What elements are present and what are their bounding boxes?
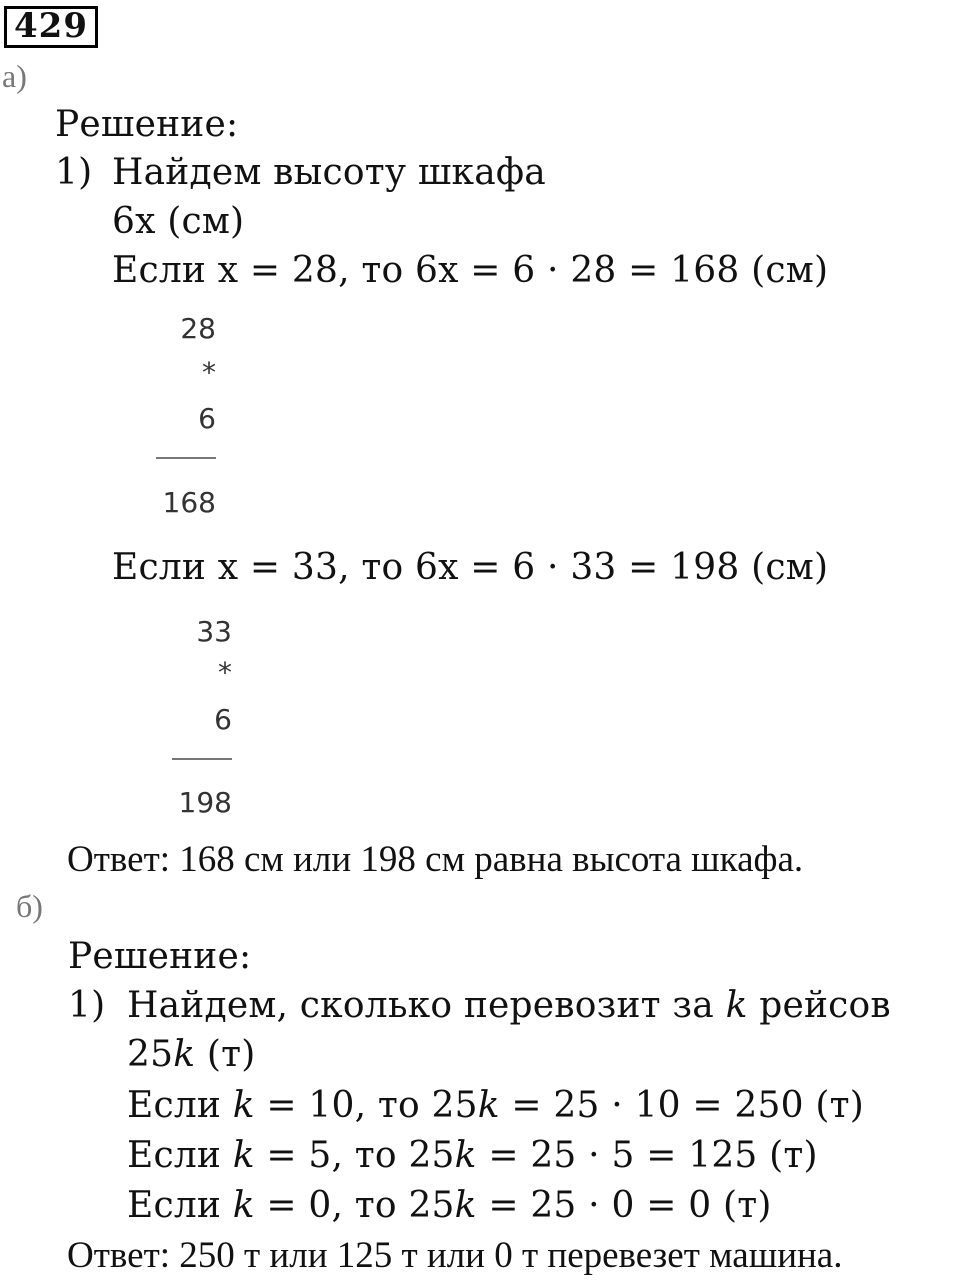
column-1-bottom: 6 [198, 402, 216, 435]
case-mid: = 10, то 25 [254, 1085, 478, 1126]
case-pre: Если [127, 1135, 233, 1176]
case-pre: Если [127, 1185, 233, 1226]
case-post: = 25 · 10 = 250 (т) [499, 1085, 864, 1126]
case-var: k [232, 1185, 255, 1226]
column-2-divider [172, 758, 232, 760]
part-a-step-title: Найдем высоту шкафа [112, 152, 546, 193]
part-a-case-2: Если x = 33, то 6x = 6 · 33 = 198 (см) [112, 547, 829, 588]
case-var2: k [454, 1185, 477, 1226]
case-post: = 25 · 5 = 125 (т) [476, 1135, 818, 1176]
case-var: k [232, 1135, 255, 1176]
case-mid: = 0, то 25 [254, 1185, 455, 1226]
task-number: 429 [14, 6, 88, 46]
part-b-label: б) [16, 888, 43, 924]
column-1-operator: * [202, 356, 216, 389]
case-var: k [232, 1085, 255, 1126]
column-2-top: 33 [196, 615, 232, 648]
part-b-case-1 [127, 1085, 864, 1126]
column-2-bottom: 6 [214, 703, 232, 736]
part-b-step-number: 1) [68, 985, 106, 1026]
case-post: = 25 · 0 = 0 (т) [476, 1185, 772, 1226]
part-b-expression [127, 1034, 255, 1075]
part-a-solution-heading: Решение: [55, 104, 239, 145]
part-b-answer: Ответ: 250 т или 125 т или 0 т перевезет машина. [67, 1235, 843, 1276]
expr-unit: (т) [195, 1034, 256, 1075]
step-title-pre: Найдем, сколько перевозит за [127, 985, 726, 1026]
part-a-case-1: Если x = 28, то 6x = 6 · 28 = 168 (см) [112, 250, 829, 291]
column-1-result: 168 [162, 486, 216, 519]
part-a-label: а) [2, 58, 27, 94]
column-2-operator: * [218, 656, 232, 689]
case-pre: Если [127, 1085, 233, 1126]
part-b-case-2 [127, 1135, 818, 1176]
column-1-top: 28 [180, 312, 216, 345]
column-2-result: 198 [178, 786, 232, 819]
part-a-answer: Ответ: 168 см или 198 см равна высота шкафа. [67, 839, 804, 880]
part-b-solution-heading: Решение: [68, 936, 252, 977]
expr-var: k [173, 1034, 196, 1075]
expr-coef: 25 [127, 1034, 174, 1075]
case-var2: k [454, 1135, 477, 1176]
part-a-step-number: 1) [55, 152, 93, 193]
part-b-case-3 [127, 1185, 772, 1226]
part-b-step-title [127, 985, 891, 1026]
case-mid: = 5, то 25 [254, 1135, 455, 1176]
step-title-post: рейсов [747, 985, 891, 1026]
part-a-expression: 6x (см) [112, 201, 245, 242]
case-var2: k [477, 1085, 500, 1126]
step-title-var: k [725, 985, 748, 1026]
column-1-divider [156, 457, 216, 459]
